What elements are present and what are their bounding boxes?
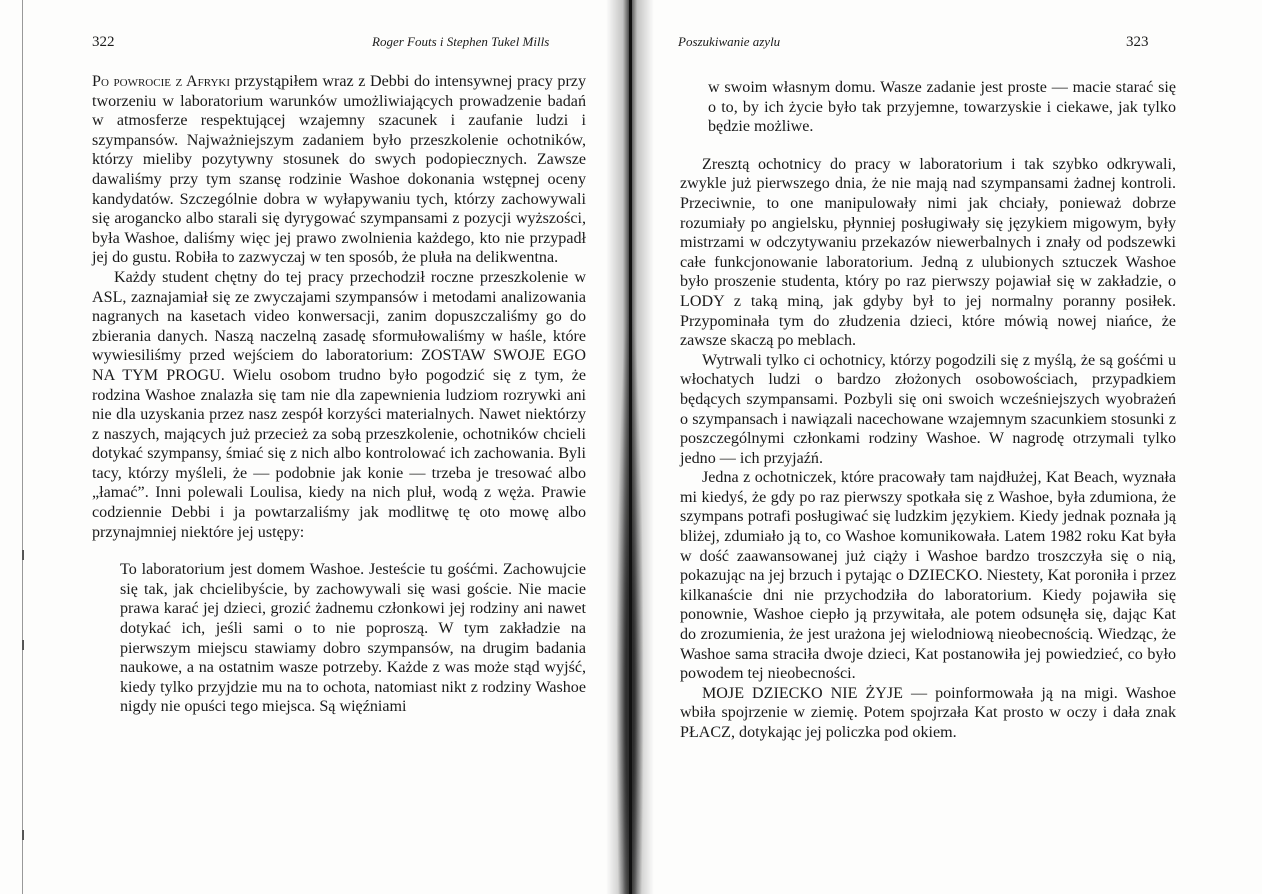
right-paragraph-3: Jedna z ochotniczek, które pracowały tam najdłużej, Kat Beach, wyznała mi kiedyś, że gdy po raz pierwszy spotkała się z Washoe, była zdumiona, że szympans potrafi posługiwać się ludzkim językiem. Kiedy jednak poznała ją bliżej, zdumiało ją to, co Washoe komunikowała. Latem 1982 roku Kat była w dość zaawansowanej już ciąży i Washoe bardzo troszczyła się o nią, pokazując na jej brzuch i pytając o DZIECKO. Niestety, Kat poroniła i przez kilkanaście dni nie przychodziła do laboratorium. Kiedy pojawiła się ponownie, Washoe ciepło ją przywitała, ale potem odsunęła się, dając Kat do zrozumienia, że jest urażona jej wielodniową nieobecnością. Wiedząc, że Washoe sama straciła dwoje dzieci, Kat postanowiła jej powiedzieć, co było powodem tej nieobecności.: [680, 469, 1176, 683]
block-quote: To laboratorium jest domem Washoe. Jesteście tu gośćmi. Zachowujcie się tak, jak chcielibyście, by zachowywali się wasi goście. Nie macie prawa karać jej dzieci, grozić żadnemu członkowi jej rodziny ani nawet dotykać ich, jeśli sami o to nie poproszą. W tym zakładzie na pierwszym miejscu stawiamy dobro szympansów, na drugim badania naukowe, a na ostatnim wasze potrzeby. Każde z was może stąd wyjść, kiedy tylko przyjdzie mu na to ochota, natomiast nikt z rodziny Washoe nigdy nie opuści tego miejsca. Są więźniami: [120, 561, 586, 716]
left-page: [0, 0, 622, 894]
chapter-lead-in: Po powrocie z Afryki: [92, 73, 231, 90]
right-paragraph-2: Wytrwali tylko ci ochotnicy, którzy pogodzili się z myślą, że są gośćmi u włochatych ludzi o bardzo złożonych osobowościach, przypadkiem będących szympansami. Pozbyli się oni swoich wcześniejszych wyobrażeń o szympansach i nawiązali nacechowane wzajemnym szacunkiem stosunki z poszczególnymi członkami rodziny Washoe. W nagrodę otrzymali tylko jedno — ich przyjaźń.: [680, 351, 1176, 467]
left-paragraph-1: [92, 72, 586, 268]
right-paragraph-4: MOJE DZIECKO NIE ŻYJE — poinformowała ją na migi. Washoe wbiła spojrzenie w ziemię. Potem spojrzała Kat prosto w oczy i dała znak PŁACZ, dotykając jej policzka pod okiem.: [680, 684, 1176, 741]
right-page-number: 323: [1126, 34, 1149, 50]
left-paragraph-2: Każdy student chętny do tej pracy przechodził roczne przeszkolenie w ASL, zaznajamiał się ze zwyczajami szympansów i metodami analizowania nagranych na kasetach video konwersacji, zanim dopuszczaliśmy go do zbierania danych. Naszą naczelną zasadę sformułowaliśmy w haśle, które wywiesiliśmy przed wejściem do laboratorium: ZOSTAW SWOJE EGO NA TYM PROGU. Wielu osobom trudno było pogodzić się z tym, że rodzina Washoe znalazła się tam nie dla zapewnienia ludziom rozrywki ani nie dla uzyskania przez nasz zespół korzyści materialnych. Nawet niektórzy z naszych, mających już przecież za sobą przeszkolenie, ochotników chcieli dotykać szympansy, śmiać się z nich albo kontrolować ich zachowania. Byli tacy, którzy myśleli, że — podobnie jak konie — trzeba je tresować albo „łamać”. Inni polewali Loulisa, kiedy na nich pluł, wodą z węża. Prawie codziennie Debbi i ja powtarzaliśmy jak modlitwę tę oto mowę albo przynajmniej niektóre jej ustępy:: [92, 268, 586, 541]
right-paragraph-1: Zresztą ochotnicy do pracy w laboratorium i tak szybko odkrywali, zwykle już pierwszego dnia, że nie mają nad szympansami żadnej kontroli. Przeciwnie, to one manipulowały nimi jak chciały, ponieważ dobrze rozumiały po angielsku, płynniej posługiwały się językiem migowym, były mistrzami w odczytywaniu przekazów niewerbalnych i znały od podszewki całe funkcjonowanie laboratorium. Jedną z ulubionych sztuczek Washoe było proszenie studenta, który po raz pierwszy pojawiał się w zakładzie, o LODY z taką miną, jak gdyby był to jej normalny poranny posiłek. Przypominała tym do złudzenia dzieci, które mówią nowej niańce, że zawsze skaczą po meblach.: [680, 155, 1176, 350]
left-body-text: [92, 72, 586, 717]
left-paragraph-1-text: przystąpiłem wraz z Debbi do intensywnej pracy przy tworzeniu w laboratorium warunków umożliwiających prowadzenie badań w atmosferze respektującej wzajemny szacunek i zaufanie ludzi i szympansów. Najważniejszym zadaniem było przeszkolenie ochotników, którzy mieliby pozytywny stosunek do swych podopiecznych. Zawsze dawaliśmy przy tym szansę rodzinie Washoe dokonania wstępnej oceny kandydatów. Szczególnie dobra w wyłapywaniu tych, którzy zachowywali się arogancko albo starali się dyrygować szympansami z pozycji wyższości, była Washoe, daliśmy więc jej prawo zwolnienia każdego, kto nie przypadł jej do gustu. Robiła to zazwyczaj w ten sposób, że pluła na delikwentna.: [92, 73, 586, 267]
right-body-text: [680, 78, 1176, 743]
right-running-head: Poszukiwanie azylu: [678, 34, 781, 49]
right-page: [640, 0, 1262, 894]
book-binding-line: [629, 0, 632, 894]
left-running-head: Roger Fouts i Stephen Tukel Mills: [372, 34, 550, 49]
block-quote-continued: w swoim własnym domu. Wasze zadanie jest proste — macie starać się o to, by ich życie było tak przyjemne, towarzyskie i ciekawe, jak tylko będzie możliwe.: [708, 79, 1176, 136]
left-page-number: 322: [92, 34, 115, 50]
